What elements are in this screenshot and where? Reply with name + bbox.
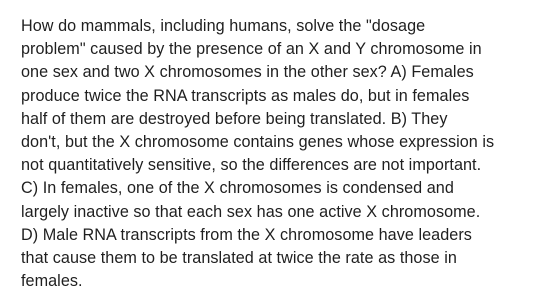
question-line: don't, but the X chromosome contains genes whose expression is bbox=[21, 133, 495, 152]
question-line: females. bbox=[21, 272, 83, 291]
question-line: produce twice the RNA transcripts as males do, but in females bbox=[21, 86, 470, 105]
question-line: not quantitatively sensitive, so the differences are not important. bbox=[21, 156, 482, 175]
question-line: that cause them to be translated at twice the rate as those in bbox=[21, 249, 457, 268]
question-line: problem" caused by the presence of an X and Y chromosome in bbox=[21, 40, 482, 59]
question-line: How do mammals, including humans, solve the "dosage bbox=[21, 17, 426, 35]
question-line: one sex and two X chromosomes in the other sex? A) Females bbox=[21, 63, 474, 82]
question-line: half of them are destroyed before being translated. B) They bbox=[21, 109, 448, 128]
question-line: C) In females, one of the X chromosomes is condensed and bbox=[21, 179, 454, 198]
question-line: D) Male RNA transcripts from the X chromosome have leaders bbox=[21, 225, 472, 244]
question-text bbox=[21, 15, 541, 293]
question-line: largely inactive so that each sex has one active X chromosome. bbox=[21, 202, 481, 221]
